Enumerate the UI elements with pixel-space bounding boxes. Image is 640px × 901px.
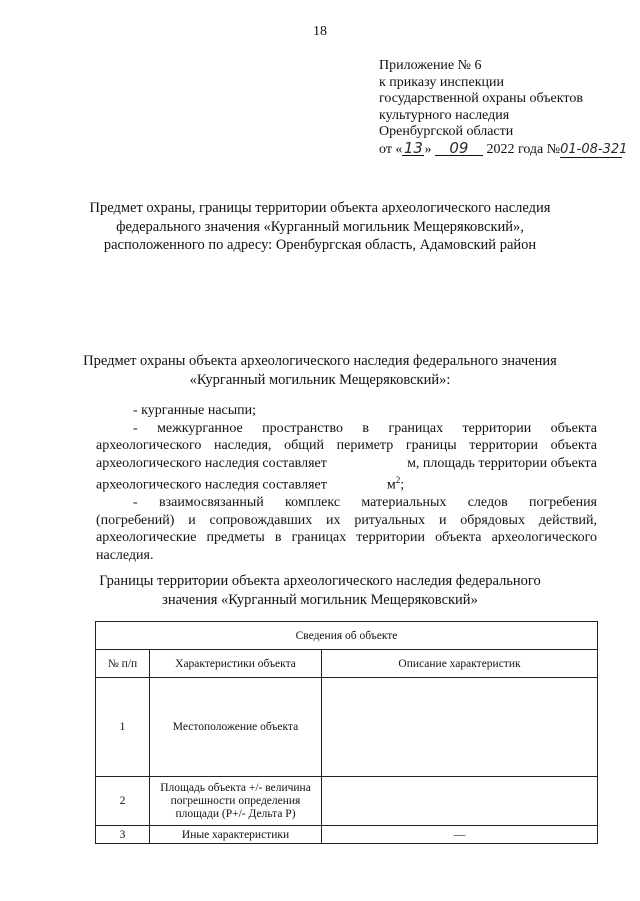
handwritten-order-number: 01-08-321 [560,141,628,157]
heading-line: значения «Курганный могильник Мещеряковский» [162,591,478,608]
appendix-line: культурного наследия [379,107,510,123]
appendix-line: Оренбургской области [379,124,514,139]
list-item-line: - взаимосвязанный комплекс материальных следов погребения [133,495,597,511]
object-info-table [95,621,598,844]
column-header: Описание характеристик [322,650,598,678]
list-item: - курганные насыпи; [133,403,257,418]
column-header: Характеристики объекта [150,650,322,678]
heading-line: Границы территории объекта археологического наследия федерального [99,573,541,589]
title-line: федерального значения «Курганный могильник Мещеряковский», [116,218,524,235]
appendix-block [379,58,628,158]
text-part: археологического наследия составляет [96,455,327,471]
row-description [322,777,598,826]
table-row [96,678,598,777]
row-characteristic: Местоположение объекта [150,678,322,777]
table-row [96,777,598,826]
row-number: 3 [96,826,150,844]
appendix-line: Приложение № 6 [379,58,482,73]
year-text: 2022 года № [486,141,561,157]
list-item-line: (погребений) и сопровождавших их ритуальных и обрядовых действий, археологические предметы в границах территории объекта археологического наследия. [96,512,597,563]
title-line: Предмет охраны, границы территории объекта археологического наследия [89,200,551,216]
row-description [322,678,598,777]
table-caption: Сведения об объекте [96,622,598,650]
title-line: расположенного по адресу: Оренбургская область, Адамовский район [103,237,537,253]
list-item-line [96,455,597,473]
row-characteristic: Иные характеристики [150,826,322,844]
subject-list [96,402,597,564]
handwritten-day: 13 [403,138,423,157]
borders-heading [0,572,640,609]
heading-line: «Курганный могильник Мещеряковский»: [189,371,451,388]
list-item-line: - межкурганное пространство в границах территории объекта [133,420,597,436]
list-item-line: археологического наследия, общий периметр границы территории объекта [96,438,597,453]
order-date-line [379,138,628,159]
subject-heading [0,352,640,389]
row-characteristic: Площадь объекта +/- величина погрешности определения площади (Р+/- Дельта Р) [150,777,322,826]
document-title [0,199,640,255]
text-part: м, площадь территории объекта [407,455,597,471]
list-item-line [96,472,597,494]
row-description: — [322,826,598,844]
text-part: ; [400,477,405,493]
appendix-line: государственной охраны объектов [379,91,583,106]
row-number: 2 [96,777,150,826]
appendix-line: к приказу инспекции [379,74,505,90]
heading-line: Предмет охраны объекта археологического наследия федерального значения [83,353,557,369]
text-part: археологического наследия составляет [96,477,327,493]
column-header: № п/п [96,650,150,678]
table-row [96,826,598,844]
unit-superscript: 2 [395,475,401,485]
unit-text: м [386,477,396,493]
row-number: 1 [96,678,150,777]
date-mid: » [424,141,432,157]
date-prefix: от « [379,141,403,157]
page-number: 18 [313,24,327,39]
handwritten-month: 09 [435,141,483,156]
